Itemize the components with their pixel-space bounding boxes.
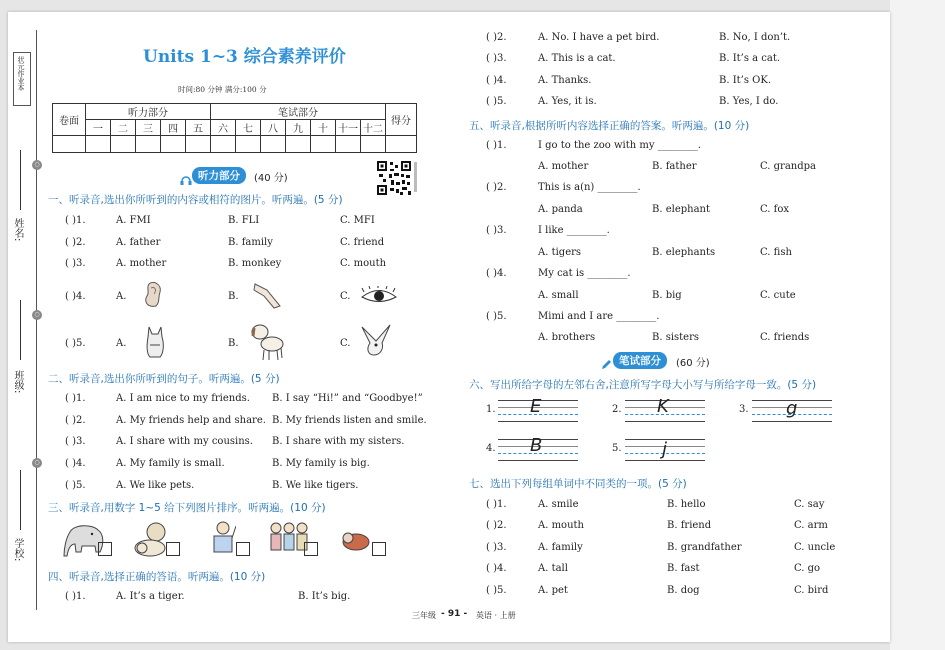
s1-q4-option-a[interactable]: A. [116, 291, 127, 302]
arm-icon [252, 280, 286, 314]
score-cell[interactable] [136, 136, 161, 153]
s4-q3-option-a[interactable]: A. This is a cat. [538, 53, 616, 64]
s7-q2-option-b[interactable]: B. friend [667, 520, 712, 531]
page-title: Units 1~3 综合素养评价 [143, 47, 346, 67]
s5-q4-question: My cat is ________. [538, 268, 631, 279]
s4-q4-option-b[interactable]: B. It’s OK. [719, 75, 772, 86]
section-7-heading: 七、选出下列每组单词中不同类的一项。(5 分) [469, 478, 687, 490]
s5-q1-option-c[interactable]: C. grandpa [760, 161, 817, 172]
s1-q3-option-a[interactable]: A. mother [116, 258, 167, 269]
footer-grade: 三年级 [412, 611, 436, 620]
order-box[interactable] [236, 542, 250, 556]
s2-q1-number: ( )1. [65, 393, 86, 404]
s5-q1-option-a[interactable]: A. mother [538, 161, 589, 172]
s1-q3-number: ( )3. [65, 258, 86, 269]
eye-icon [360, 286, 398, 310]
s2-q1-option-b[interactable]: B. I say “Hi!” and “Goodbye!” [272, 393, 423, 404]
section-number: 六 [211, 120, 236, 136]
s2-q3-option-b[interactable]: B. I share with my sisters. [272, 436, 405, 447]
s4-q4-option-a[interactable]: A. Thanks. [538, 75, 592, 86]
s6-q2-letter: K [657, 396, 669, 417]
s4-q1-number: ( )1. [65, 591, 86, 602]
s2-q5-option-b[interactable]: B. We like tigers. [272, 480, 359, 491]
s7-q5-option-a[interactable]: A. pet [538, 585, 568, 596]
s6-q4-number: 4. [486, 443, 496, 454]
s5-q2-number: ( )2. [486, 182, 507, 193]
bird-icon [360, 323, 394, 363]
s5-q2-option-c[interactable]: C. fox [760, 204, 790, 215]
s1-q1-option-c[interactable]: C. MFI [340, 215, 375, 226]
written-section-badge: 笔试部分 [613, 352, 667, 369]
s4-q4-number: ( )4. [486, 75, 507, 86]
order-box[interactable] [372, 542, 386, 556]
s7-q1-option-a[interactable]: A. smile [538, 499, 579, 510]
red-panda-icon [340, 528, 374, 558]
s7-q5-number: ( )5. [486, 585, 507, 596]
s7-q2-option-a[interactable]: A. mouth [538, 520, 584, 531]
score-cell[interactable] [86, 136, 111, 153]
cat-icon [144, 325, 166, 363]
listening-section-badge: 听力部分 [192, 167, 246, 184]
s7-q4-option-b[interactable]: B. fast [667, 563, 700, 574]
class-label: 班级: [12, 370, 23, 394]
footer-subject: 英语 · 上册 [476, 611, 516, 620]
s5-q2-option-a[interactable]: A. panda [538, 204, 583, 215]
s2-q3-number: ( )3. [65, 436, 86, 447]
binding-hole: ○ [32, 310, 42, 320]
s1-q5-option-c[interactable]: C. [340, 338, 351, 349]
score-cell[interactable] [236, 136, 261, 153]
score-cell[interactable] [361, 136, 386, 153]
order-box[interactable] [166, 542, 180, 556]
s4-q1-option-b[interactable]: B. It’s big. [298, 591, 351, 602]
ear-icon [138, 280, 164, 314]
s6-q3-number: 3. [739, 404, 749, 415]
binding-hole: ○ [32, 458, 42, 468]
s2-q5-number: ( )5. [65, 480, 86, 491]
section-4-heading: 四、听录音,选择正确的答语。听两遍。(10 分) [48, 571, 266, 583]
s1-q5-number: ( )5. [65, 338, 86, 349]
s2-q3-option-a[interactable]: A. I share with my cousins. [116, 436, 253, 447]
s1-q3-option-c[interactable]: C. mouth [340, 258, 387, 269]
section-number: 二 [111, 120, 136, 136]
section-number: 一 [86, 120, 111, 136]
s1-q3-option-b[interactable]: B. monkey [228, 258, 282, 269]
s7-q4-option-c[interactable]: C. go [794, 563, 821, 574]
brand-box [13, 52, 31, 106]
section-5-heading: 五、听录音,根据所听内容选择正确的答案。听两遍。(10 分) [469, 120, 750, 132]
s1-q1-option-b[interactable]: B. FLI [228, 215, 260, 226]
s5-q4-option-b[interactable]: B. big [652, 290, 682, 301]
s7-q4-number: ( )4. [486, 563, 507, 574]
s7-q5-option-c[interactable]: C. bird [794, 585, 829, 596]
s5-q4-number: ( )4. [486, 268, 507, 279]
score-cell[interactable] [286, 136, 311, 153]
s1-q2-number: ( )2. [65, 237, 86, 248]
s6-q4-letter: B [530, 435, 543, 456]
brand-label: 状元作业本 [17, 56, 25, 91]
section-number: 九 [286, 120, 311, 136]
written-points: (60 分) [676, 358, 710, 369]
score-label: 得分 [386, 104, 417, 136]
s4-q5-option-b[interactable]: B. Yes, I do. [719, 96, 779, 107]
s5-q5-number: ( )5. [486, 311, 507, 322]
s1-q1-number: ( )1. [65, 215, 86, 226]
section-number: 四 [161, 120, 186, 136]
s2-q1-option-a[interactable]: A. I am nice to my friends. [116, 393, 250, 404]
s1-q4-number: ( )4. [65, 291, 86, 302]
section-1-heading: 一、听录音,选出你所听到的内容或相符的图片。听两遍。(5 分) [48, 194, 343, 206]
s5-q3-option-c[interactable]: C. fish [760, 247, 792, 258]
s4-q1-option-a[interactable]: A. It’s a tiger. [116, 591, 185, 602]
s1-q4-option-c[interactable]: C. [340, 291, 351, 302]
s4-q2-option-b[interactable]: B. No, I don’t. [719, 32, 791, 43]
section-3-heading: 三、听录音,用数字 1~5 给下列图片排序。听两遍。(10 分) [48, 502, 326, 514]
writing-label: 笔试部分 [211, 104, 386, 120]
binding-line [36, 30, 37, 610]
listening-label: 听力部分 [86, 104, 211, 120]
section-number: 三 [136, 120, 161, 136]
s4-q2-number: ( )2. [486, 32, 507, 43]
section-number: 八 [261, 120, 286, 136]
s5-q1-question: I go to the zoo with my ________. [538, 140, 701, 151]
score-table [52, 103, 417, 153]
s2-q4-option-b[interactable]: B. My family is big. [272, 458, 370, 469]
s7-q1-number: ( )1. [486, 499, 507, 510]
score-cell[interactable] [336, 136, 361, 153]
s7-q3-option-c[interactable]: C. uncle [794, 542, 836, 553]
s5-q5-option-a[interactable]: A. brothers [538, 332, 596, 343]
s7-q4-option-a[interactable]: A. tall [538, 563, 568, 574]
s5-q3-option-a[interactable]: A. tigers [538, 247, 582, 258]
exam-time-score: 时间:80 分钟 满分:100 分 [178, 85, 267, 94]
section-number: 五 [186, 120, 211, 136]
background-strip [890, 0, 945, 650]
score-cell[interactable] [311, 136, 336, 153]
score-cell[interactable] [53, 136, 86, 153]
s7-q5-option-b[interactable]: B. dog [667, 585, 700, 596]
score-cell[interactable] [186, 136, 211, 153]
s5-q3-number: ( )3. [486, 225, 507, 236]
s1-q2-option-b[interactable]: B. family [228, 237, 273, 248]
s6-q2-number: 2. [612, 404, 622, 415]
s2-q2-option-b[interactable]: B. My friends listen and smile. [272, 415, 427, 426]
school-label: 学校: [12, 538, 23, 562]
s4-q3-number: ( )3. [486, 53, 507, 64]
s7-q3-option-b[interactable]: B. grandfather [667, 542, 742, 553]
s1-q2-option-c[interactable]: C. friend [340, 237, 385, 248]
s4-q5-option-a[interactable]: A. Yes, it is. [538, 96, 597, 107]
s5-q2-question: This is a(n) ________. [538, 182, 641, 193]
section-number: 七 [236, 120, 261, 136]
s7-q3-option-a[interactable]: A. family [538, 542, 583, 553]
s7-q1-option-c[interactable]: C. say [794, 499, 825, 510]
section-number: 十二 [361, 120, 386, 136]
order-box[interactable] [98, 542, 112, 556]
s5-q5-option-b[interactable]: B. sisters [652, 332, 700, 343]
s6-q3-letter: g [786, 398, 798, 419]
s1-q1-option-a[interactable]: A. FMI [116, 215, 151, 226]
s5-q2-option-b[interactable]: B. elephant [652, 204, 711, 215]
s6-q5-letter: j [662, 439, 668, 460]
pencil-icon [601, 355, 612, 366]
s7-q2-option-c[interactable]: C. arm [794, 520, 828, 531]
class-line[interactable] [20, 300, 21, 360]
s2-q5-option-a[interactable]: A. We like pets. [116, 480, 195, 491]
s6-q1-number: 1. [486, 404, 496, 415]
binding-hole: ○ [32, 160, 42, 170]
section-number: 十一 [336, 120, 361, 136]
s2-q2-option-a[interactable]: A. My friends help and share. [116, 415, 266, 426]
s5-q4-option-a[interactable]: A. small [538, 290, 579, 301]
listening-points: (40 分) [254, 173, 288, 184]
s5-q1-option-b[interactable]: B. father [652, 161, 697, 172]
name-label: 姓名: [12, 218, 23, 242]
s4-q2-option-a[interactable]: A. No. I have a pet bird. [538, 32, 660, 43]
s1-q2-option-a[interactable]: A. father [116, 237, 161, 248]
s5-q4-option-c[interactable]: C. cute [760, 290, 796, 301]
s5-q3-option-b[interactable]: B. elephants [652, 247, 716, 258]
s5-q3-question: I like ________. [538, 225, 610, 236]
score-cell[interactable] [111, 136, 136, 153]
score-cell[interactable] [386, 136, 417, 153]
s7-q3-number: ( )3. [486, 542, 507, 553]
score-cell[interactable] [261, 136, 286, 153]
s6-q5-number: 5. [612, 443, 622, 454]
s2-q4-number: ( )4. [65, 458, 86, 469]
s7-q1-option-b[interactable]: B. hello [667, 499, 706, 510]
s4-q3-option-b[interactable]: B. It’s a cat. [719, 53, 781, 64]
s1-q5-option-a[interactable]: A. [116, 338, 127, 349]
name-line[interactable] [20, 150, 21, 210]
s2-q4-option-a[interactable]: A. My family is small. [116, 458, 225, 469]
score-cell[interactable] [211, 136, 236, 153]
juanmian-label: 卷面 [53, 104, 86, 136]
score-cell[interactable] [161, 136, 186, 153]
s5-q5-question: Mimi and I are ________. [538, 311, 660, 322]
s7-q2-number: ( )2. [486, 520, 507, 531]
s5-q5-option-c[interactable]: C. friends [760, 332, 810, 343]
s5-q1-number: ( )1. [486, 140, 507, 151]
boy-waving-icon [210, 520, 236, 564]
footer-page-number: - 91 - [441, 609, 468, 619]
section-2-heading: 二、听录音,选出你所听到的句子。听两遍。(5 分) [48, 373, 280, 385]
s1-q4-option-b[interactable]: B. [228, 291, 239, 302]
s4-q5-number: ( )5. [486, 96, 507, 107]
qr-code-icon [376, 160, 418, 196]
section-number: 十 [311, 120, 336, 136]
section-6-heading: 六、写出所给字母的左邻右舍,注意所写字母大小写与所给字母一致。(5 分) [469, 379, 817, 391]
lion-tiger-icon [132, 522, 168, 562]
s6-q1-letter: E [530, 396, 542, 417]
s2-q2-number: ( )2. [65, 415, 86, 426]
order-box[interactable] [304, 542, 318, 556]
dog-icon [250, 322, 286, 366]
school-line[interactable] [20, 470, 21, 530]
s1-q5-option-b[interactable]: B. [228, 338, 239, 349]
headphones-icon [180, 170, 192, 179]
